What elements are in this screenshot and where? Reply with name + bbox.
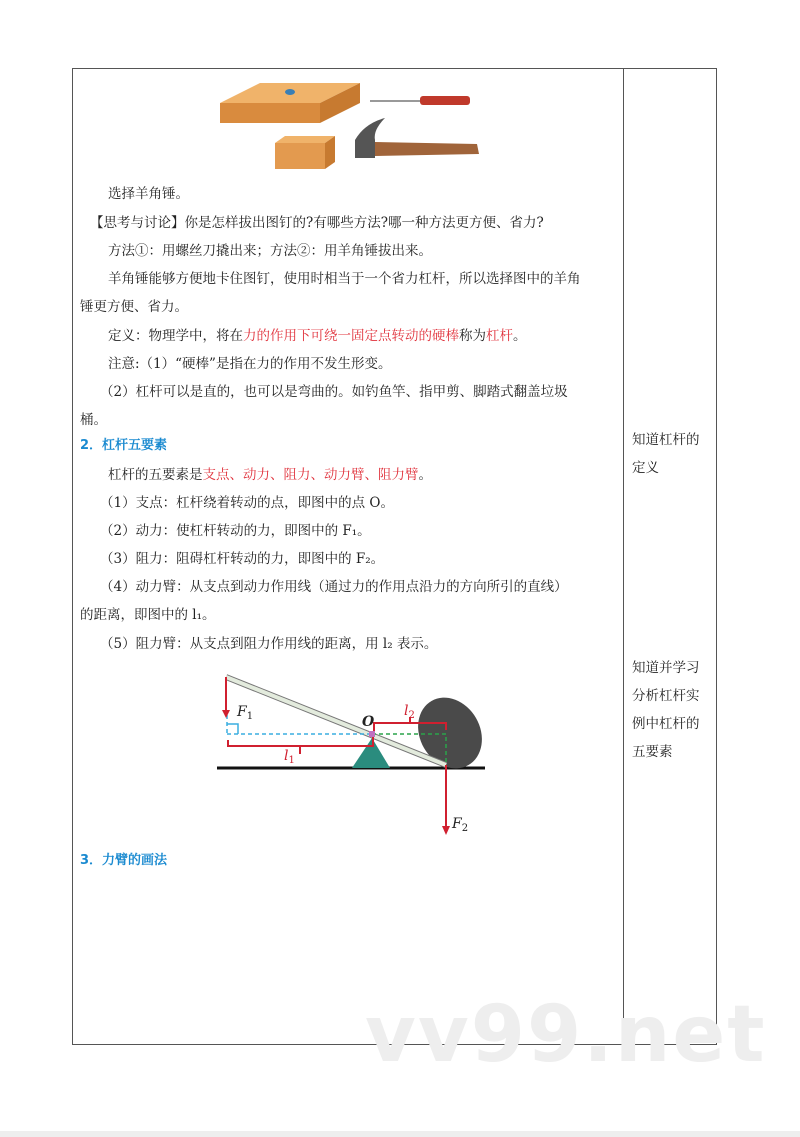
F2-label: $F_2$ — [452, 816, 469, 834]
objective-line: 知道杠杆的 — [632, 432, 700, 448]
screwdriver — [370, 100, 420, 102]
objective-1 — [632, 430, 700, 478]
rock — [406, 686, 495, 780]
highlight: 支点、动力、阻力、动力臂、阻力臂 — [202, 467, 419, 483]
column-divider — [623, 68, 624, 1044]
text-line: （1）支点：杠杆绕着转动的点，即图中的点 O。 — [100, 495, 394, 511]
objective-line: 知道并学习 — [632, 660, 700, 676]
text-line: 桶。 — [80, 412, 107, 428]
l1-label: $l_1$ — [284, 748, 295, 766]
section-heading: 3．力臂的画法 — [80, 853, 168, 868]
small-wood-block — [275, 136, 335, 143]
watermark: vv99.net — [365, 990, 767, 1080]
text: 。 — [513, 328, 527, 344]
l1-bracket — [228, 736, 373, 746]
l2-label: $l_2$ — [404, 703, 415, 721]
objective-line: 五要素 — [632, 744, 673, 760]
text: 称为 — [459, 328, 486, 344]
text-line: （5）阻力臂：从支点到阻力作用线的距离，用 l₂ 表示。 — [100, 636, 438, 652]
text-line: 选择羊角锤。 — [108, 186, 189, 202]
objective-line: 例中杠杆的 — [632, 716, 700, 732]
text-line: 羊角锤能够方便地卡住图钉，使用时相当于一个省力杠杆，所以选择图中的羊角 — [108, 271, 581, 287]
highlight: 杠杆 — [486, 328, 513, 344]
text-line: （2）动力：使杠杆转动的力，即图中的 F₁。 — [100, 523, 371, 539]
section-heading: 2．杠杆五要素 — [80, 438, 168, 453]
text-line: （4）动力臂：从支点到动力作用线（通过力的作用点沿力的方向所引的直线） — [100, 579, 568, 595]
definition-line — [108, 326, 527, 346]
text: 。 — [418, 467, 432, 483]
text-line: （2）杠杆可以是直的，也可以是弯曲的。如钓鱼竿、指甲剪、脚踏式翻盖垃圾 — [100, 384, 568, 400]
discussion-line: 【思考与讨论】你是怎样拔出图钉的?有哪些方法?哪一种方法更方便、省力? — [90, 215, 544, 231]
text-line: 注意:（1）“硬棒”是指在力的作用不发生形变。 — [108, 356, 392, 372]
highlight: 力的作用下可绕一固定点转动的硬棒 — [243, 328, 459, 344]
objective-2 — [632, 658, 700, 762]
O-label: O — [362, 714, 375, 730]
text-line: （3）阻力：阻碍杠杆转动的力，即图中的 F₂。 — [100, 551, 385, 567]
pin-icon — [285, 89, 295, 95]
text: 杠杆的五要素是 — [108, 467, 203, 483]
text-line: 方法①：用螺丝刀撬出来；方法②：用羊角锤拔出来。 — [108, 243, 432, 259]
lever-diagram — [200, 660, 500, 840]
page-bottom-bar — [0, 1131, 800, 1137]
F1-label: $F_1$ — [237, 704, 254, 722]
text-line: 锤更方便、省力。 — [80, 299, 188, 315]
text-line — [108, 465, 432, 485]
text: 定义：物理学中，将在 — [108, 328, 243, 344]
objective-line: 分析杠杆实 — [632, 688, 700, 704]
objective-line: 定义 — [632, 460, 659, 476]
text-line: 的距离，即图中的 l₁。 — [80, 607, 216, 623]
tools-illustration — [215, 78, 485, 180]
